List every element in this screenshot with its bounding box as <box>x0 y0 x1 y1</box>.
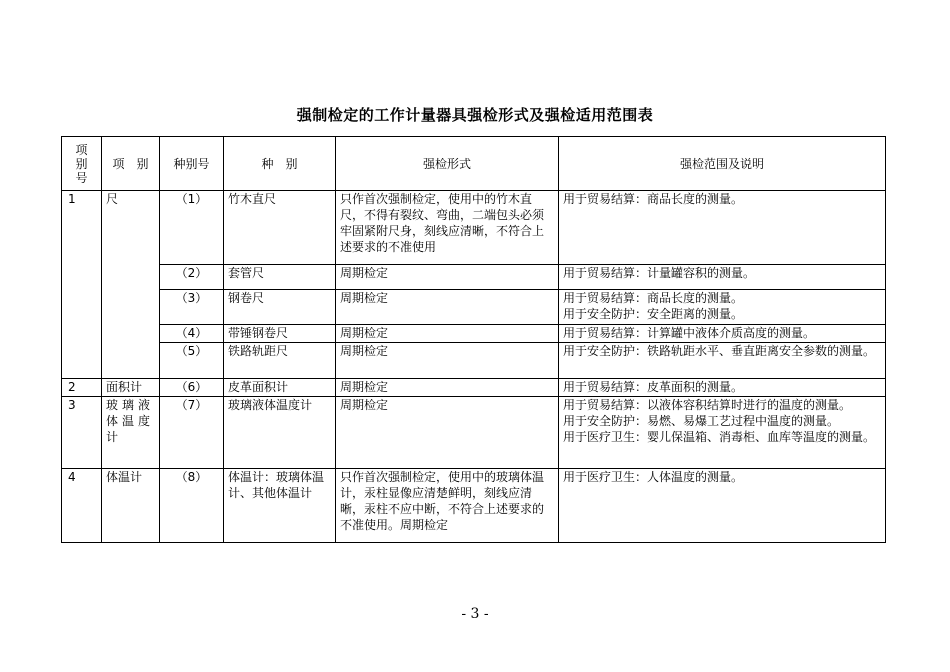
cell-scope: 用于安全防护：铁路轨距水平、垂直距离安全参数的测量。 <box>559 343 886 379</box>
cell-item: 尺 <box>102 191 160 379</box>
cell-kind: 钢卷尺 <box>224 290 336 325</box>
cell-subnum: （7） <box>160 397 224 469</box>
header-scope: 强检范围及说明 <box>559 137 886 191</box>
cell-form: 周期检定 <box>336 397 559 469</box>
table-header-row <box>62 137 886 191</box>
cell-kind: 铁路轨距尺 <box>224 343 336 379</box>
table-row <box>62 397 886 469</box>
cell-scope: 用于贸易结算：以液体容积结算时进行的温度的测量。 用于安全防护：易燃、易爆工艺过程中温度的测量。 用于医疗卫生：婴儿保温箱、消毒柜、血库等温度的测量。 <box>559 397 886 469</box>
cell-scope: 用于贸易结算：商品长度的测量。 <box>559 191 886 265</box>
cell-form: 周期检定 <box>336 379 559 397</box>
cell-num: 1 <box>62 191 102 379</box>
cell-item: 玻璃液体温度计 <box>102 397 160 469</box>
table-row <box>62 290 886 325</box>
header-form: 强检形式 <box>336 137 559 191</box>
cell-subnum: （5） <box>160 343 224 379</box>
cell-form: 周期检定 <box>336 343 559 379</box>
cell-subnum: （2） <box>160 265 224 290</box>
table-title: 强制检定的工作计量器具强检形式及强检适用范围表 <box>296 106 654 124</box>
cell-subnum: （4） <box>160 325 224 343</box>
cell-num: 3 <box>62 397 102 469</box>
cell-item: 面积计 <box>102 379 160 397</box>
header-kind: 种 别 <box>224 137 336 191</box>
cell-subnum: （1） <box>160 191 224 265</box>
regulation-table <box>61 136 886 543</box>
cell-num: 4 <box>62 469 102 543</box>
table-row <box>62 191 886 265</box>
cell-form: 周期检定 <box>336 290 559 325</box>
cell-item: 体温计 <box>102 469 160 543</box>
header-subnum: 种别号 <box>160 137 224 191</box>
cell-scope: 用于贸易结算：商品长度的测量。 用于安全防护：安全距离的测量。 <box>559 290 886 325</box>
cell-kind: 皮革面积计 <box>224 379 336 397</box>
cell-kind: 玻璃液体温度计 <box>224 397 336 469</box>
cell-kind: 竹木直尺 <box>224 191 336 265</box>
cell-scope: 用于贸易结算：皮革面积的测量。 <box>559 379 886 397</box>
cell-form: 周期检定 <box>336 265 559 290</box>
cell-subnum: （3） <box>160 290 224 325</box>
cell-subnum: （6） <box>160 379 224 397</box>
cell-num: 2 <box>62 379 102 397</box>
page-number: - 3 - <box>461 606 489 622</box>
cell-subnum: （8） <box>160 469 224 543</box>
cell-scope: 用于医疗卫生：人体温度的测量。 <box>559 469 886 543</box>
table-row <box>62 379 886 397</box>
cell-kind: 套管尺 <box>224 265 336 290</box>
cell-kind: 带锤钢卷尺 <box>224 325 336 343</box>
table-row <box>62 265 886 290</box>
cell-form: 只作首次强制检定，使用中的竹木直尺，不得有裂纹、弯曲，二端包头必须牢固紧附尺身，刻线应清晰，不符合上述要求的不准使用 <box>336 191 559 265</box>
table-row <box>62 469 886 543</box>
cell-kind: 体温计：玻璃体温计、其他体温计 <box>224 469 336 543</box>
table-row <box>62 343 886 379</box>
header-num: 项 别 号 <box>62 137 102 191</box>
cell-form: 只作首次强制检定，使用中的玻璃体温计，汞柱显像应清楚鲜明，刻线应清晰，汞柱不应中断，不符合上述要求的不准使用。周期检定 <box>336 469 559 543</box>
cell-scope: 用于贸易结算：计量罐容积的测量。 <box>559 265 886 290</box>
header-item: 项 别 <box>102 137 160 191</box>
cell-form: 周期检定 <box>336 325 559 343</box>
cell-scope: 用于贸易结算：计算罐中液体介质高度的测量。 <box>559 325 886 343</box>
table-row <box>62 325 886 343</box>
